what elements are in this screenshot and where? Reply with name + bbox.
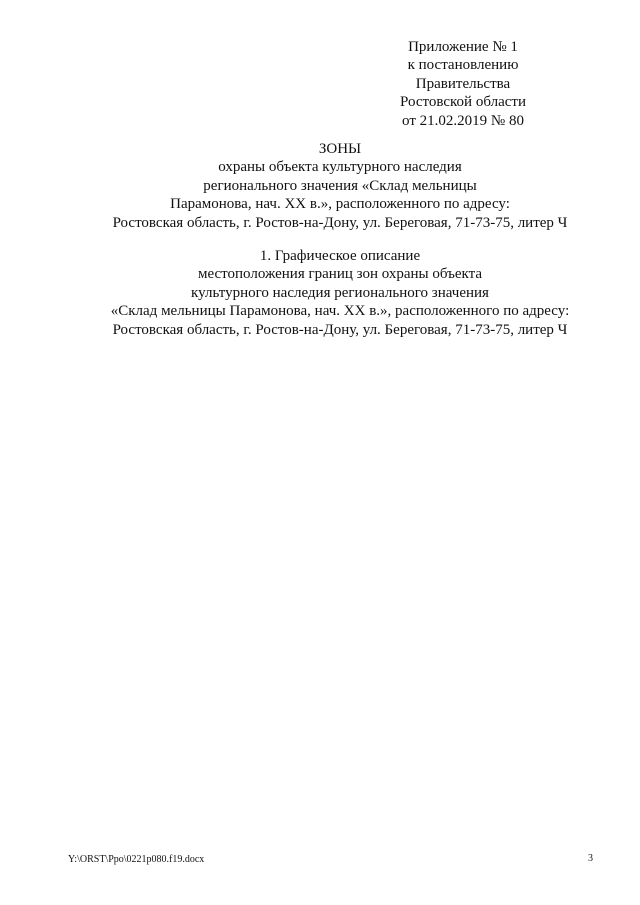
appendix-line: Ростовской области — [400, 94, 526, 111]
appendix-line: Правительства — [415, 75, 511, 92]
section-line: местоположения границ зон охраны объекта — [197, 266, 483, 283]
section-line: 1. Графическое описание — [259, 248, 421, 264]
title-heading: ЗОНЫ — [318, 141, 362, 157]
title-line: охраны объекта культурного наследия — [218, 159, 462, 176]
title-line: регионального значения «Склад мельницы — [203, 177, 477, 194]
appendix-line: от 21.02.2019 № 80 — [402, 112, 524, 129]
section-line: культурного наследия регионального значения — [191, 284, 489, 301]
footer-page-number: 3 — [588, 853, 593, 864]
document-title — [60, 140, 620, 232]
appendix-line: Приложение № 1 — [408, 39, 518, 55]
section-line: Ростовская область, г. Ростов-на-Дону, ул. Береговая, 71-73-75, литер Ч — [112, 321, 568, 338]
appendix-line: к постановлению — [407, 57, 519, 74]
title-line: Ростовская область, г. Ростов-на-Дону, ул. Береговая, 71-73-75, литер Ч — [112, 214, 568, 231]
appendix-reference — [363, 38, 563, 130]
section-line: «Склад мельницы Парамонова, нач. XX в.», расположенного по адресу: — [110, 303, 570, 320]
section-heading — [60, 247, 620, 339]
title-line: Парамонова, нач. XX в.», расположенного по адресу: — [170, 196, 510, 213]
footer-file-path: Y:\ORST\Ppo\0221p080.f19.docx — [68, 854, 205, 865]
